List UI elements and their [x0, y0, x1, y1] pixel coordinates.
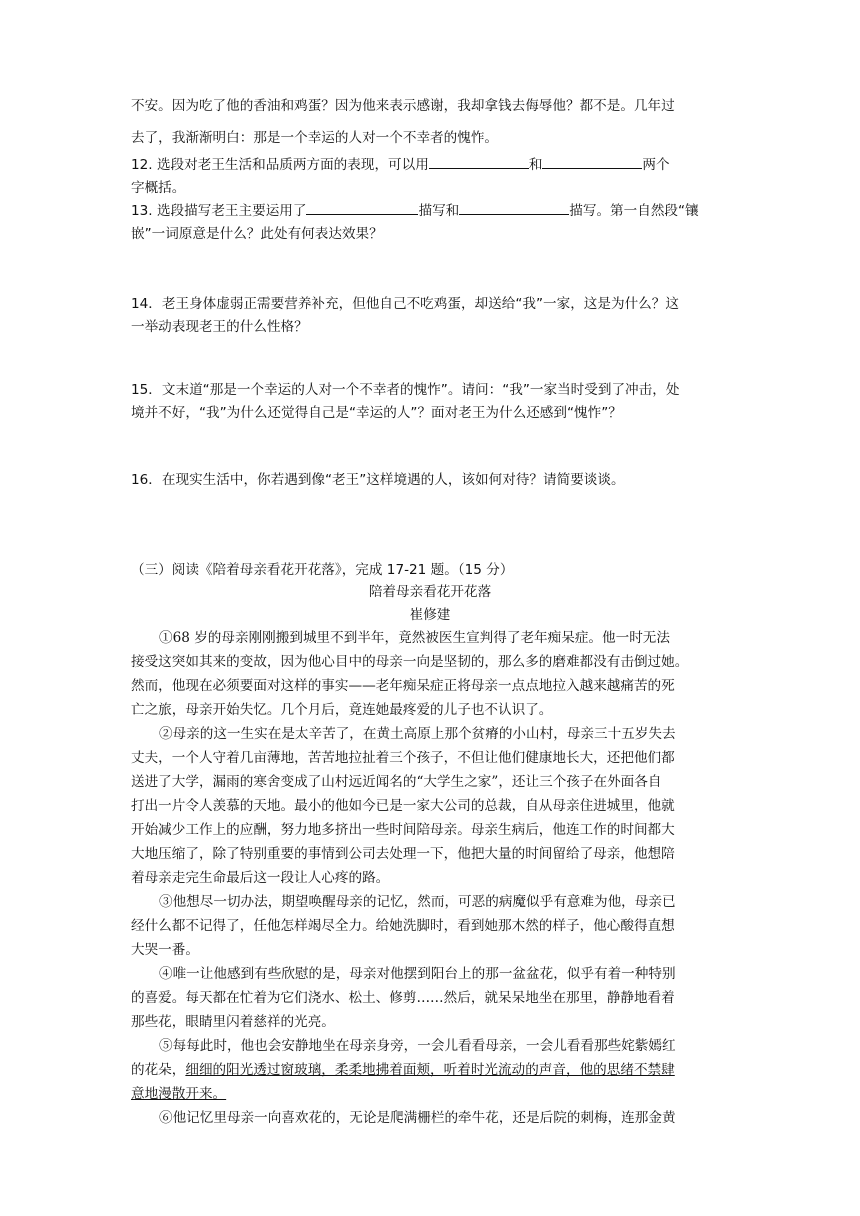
- paragraph-2-line: 打出一片令人羡慕的天地。最小的他如今已是一家大公司的总裁，自从母亲住进城里，他就: [131, 798, 675, 814]
- paragraph-2-line: 大地压缩了，除了特别重要的事情到公司去处理一下，他把大量的时间留给了母亲，他想陪: [131, 846, 675, 862]
- paragraph-2-line: 送进了大学，漏雨的寒舍变成了山村远近闻名的“大学生之家”，还让三个孩子在外面各自: [131, 774, 662, 790]
- paragraph-1-line: ①68 岁的母亲刚刚搬到城里不到半年，竟然被医生宣判得了老年痴呆症。他一时无法: [159, 630, 670, 646]
- answer-blank[interactable]: [542, 154, 642, 169]
- underlined-sentence: 细细的阳光透过窗玻璃，柔柔地拂着面颊，听着时光流动的声音，他的思绪不禁肆: [185, 1062, 675, 1078]
- question-14: 14．老王身体虚弱正需要营养补充，但他自己不吃鸡蛋，却送给“我”一家，这是为什么？这: [131, 296, 679, 312]
- paragraph-4-line: ④唯一让他感到有些欣慰的是，母亲对他摆到阳台上的那一盆盆花，似乎有着一种特别: [159, 966, 676, 982]
- paragraph-4-line: 那些花，眼睛里闪着慈祥的光亮。: [131, 1014, 335, 1030]
- question-13-cont: 嵌”一词原意是什么？此处有何表达效果？: [131, 226, 383, 242]
- question-13-text: 13. 选段描写老王主要运用了: [131, 203, 307, 219]
- paragraph-2-line: ②母亲的这一生实在是太辛苦了，在黄土高原上那个贫瘠的小山村，母亲三十五岁失去: [159, 726, 676, 742]
- paragraph-2-line: 开始减少工作上的应酬，努力地多挤出一些时间陪母亲。母亲生病后，他连工作的时间都大: [131, 822, 675, 838]
- paragraph-1-line: 接受这突如其来的变故，因为他心目中的母亲一向是坚韧的，那么多的磨难都没有击倒过她。: [131, 654, 689, 670]
- paragraph-1-line: 然而，他现在必须要面对这样的事实——老年痴呆症正将母亲一点点地拉入越来越痛苦的死: [131, 678, 675, 694]
- question-12: [131, 153, 670, 173]
- paragraph-6-line: ⑥他记忆里母亲一向喜欢花的，无论是爬满栅栏的牵牛花，还是后院的刺梅，连那金黄: [159, 1110, 676, 1126]
- paragraph-5-line: ⑤每每此时，他也会安静地坐在母亲身旁，一会儿看看母亲，一会儿看看那些姹紫嫣红: [159, 1038, 676, 1054]
- paragraph-4-line: 的喜爱。每天都在忙着为它们浇水、松土、修剪……然后，就呆呆地坐在那里，静静地看着: [131, 990, 675, 1006]
- paragraph-2-line: 丈夫，一个人守着几亩薄地，苦苦地拉扯着三个孩子，不但让他们健康地长大，还把他们都: [131, 750, 675, 766]
- passage-line: 去了，我渐渐明白：那是一个幸运的人对一个不幸者的愧怍。: [131, 130, 499, 146]
- question-13-text: 描写和: [418, 203, 460, 219]
- paragraph-3-line: ③他想尽一切办法，期望唤醒母亲的记忆，然而，可恶的病魔似乎有意难为他，母亲已: [159, 894, 676, 910]
- question-12-text: 两个: [642, 157, 670, 173]
- question-16: 16．在现实生活中，你若遇到像“老王”这样境遇的人，该如何对待？请简要谈谈。: [131, 472, 625, 488]
- question-12-cont: 字概括。: [131, 180, 186, 196]
- article-author: 崔修建: [409, 607, 451, 623]
- question-15: 15．文末道“那是一个幸运的人对一个不幸者的愧怍”。请问：“我”一家当时受到了冲击，处: [131, 382, 680, 398]
- question-12-text: 和: [528, 157, 543, 173]
- paragraph-5-line: [131, 1058, 675, 1078]
- section-header: （三）阅读《陪着母亲看花开花落》，完成 17-21 题。（15 分）: [131, 562, 514, 578]
- underlined-sentence-cont: 意地漫散开来。: [131, 1086, 227, 1102]
- answer-blank[interactable]: [306, 200, 418, 215]
- paragraph-3-line: 大哭一番。: [131, 942, 199, 958]
- passage-line: 不安。因为吃了他的香油和鸡蛋？因为他来表示感谢，我却拿钱去侮辱他？都不是。几年过: [131, 98, 675, 114]
- question-13: [131, 199, 699, 219]
- question-14-cont: 一举动表现老王的什么性格？: [131, 319, 308, 335]
- paragraph-1-line: 亡之旅，母亲开始失忆。几个月后，竟连她最疼爱的儿子也不认识了。: [131, 702, 553, 718]
- question-12-text: 12. 选段对老王生活和品质两方面的表现，可以用: [131, 157, 429, 173]
- answer-blank[interactable]: [429, 154, 529, 169]
- paragraph-2-line: 着母亲走完生命最后这一段让人心疼的路。: [131, 870, 390, 886]
- paragraph-5-text: 的花朵，: [131, 1062, 186, 1078]
- question-15-cont: 境并不好，“我”为什么还觉得自己是“幸运的人”？面对老王为什么还感到“愧怍”？: [131, 405, 622, 421]
- article-title: 陪着母亲看花开花落: [368, 584, 492, 600]
- answer-blank[interactable]: [459, 200, 569, 215]
- paragraph-3-line: 经什么都不记得了，任他怎样竭尽全力。给她洗脚时，看到她那木然的样子，他心酸得直想: [131, 918, 675, 934]
- question-13-text: 描写。第一自然段“镶: [569, 203, 699, 219]
